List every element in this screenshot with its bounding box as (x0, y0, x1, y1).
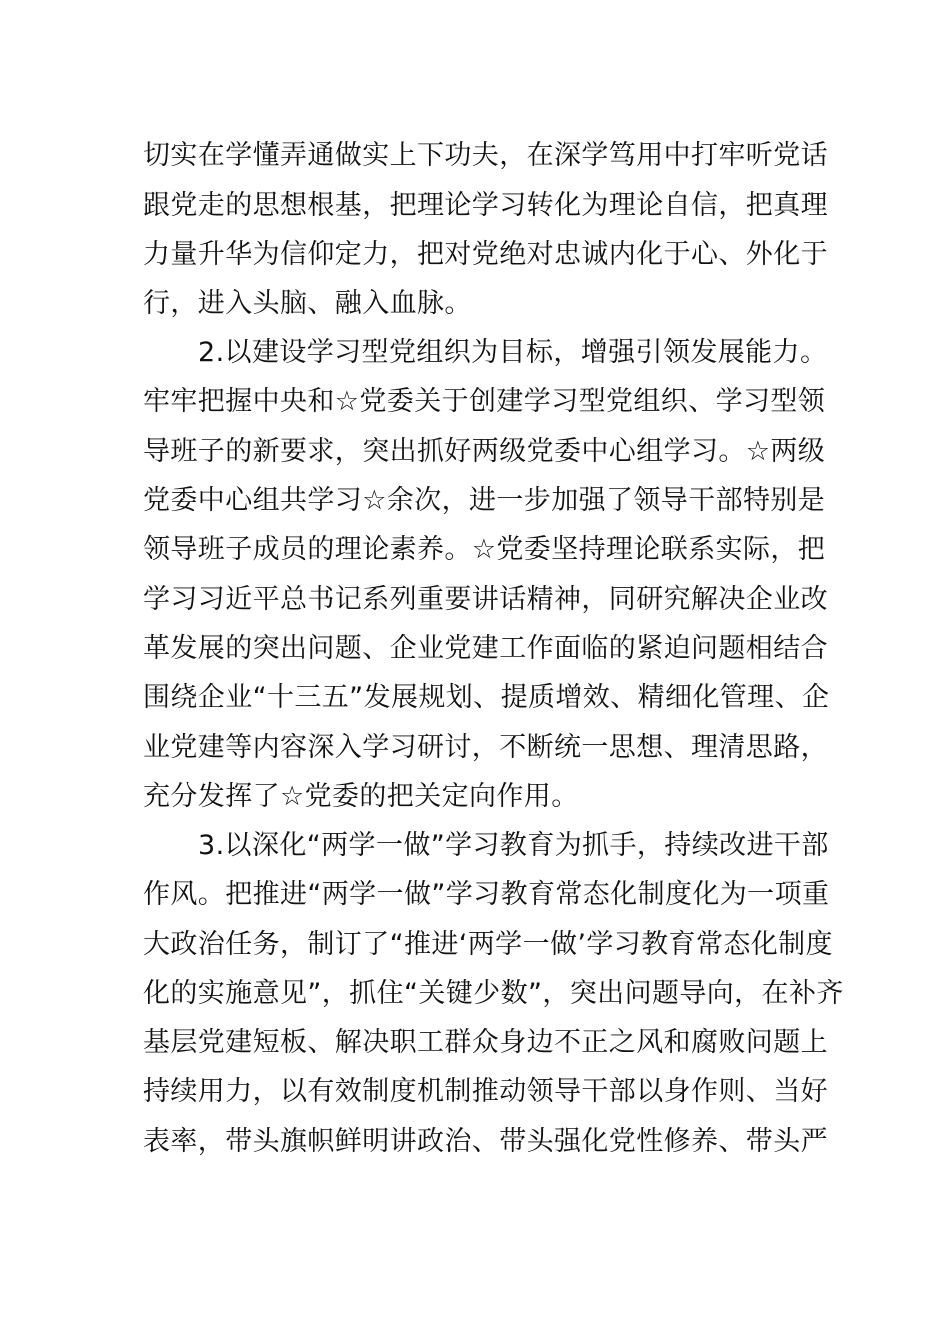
text-line: 作风。把推进“两学一做”学习教育常态化制度化为一项重 (143, 879, 830, 910)
text-line: 领导班子成员的理论素养。☆党委坚持理论联系实际，把 (143, 534, 826, 565)
paragraph-heading: 2.以建设学习型党组织为目标，增强引领发展能力。 (198, 337, 828, 368)
text-line: 充分发挥了☆党委的把关定向作用。 (143, 781, 579, 812)
text-line: 牢牢把握中央和☆党委关于创建学习型党组织、学习型领 (143, 386, 826, 417)
text-line: 行，进入头脑、融入血脉。 (143, 288, 472, 319)
text-line: 力量升华为信仰定力，把对党绝对忠诚内化于心、外化于 (143, 239, 828, 270)
text-line: 大政治任务，制订了“推进‘两学一做’学习教育常态化制度 (143, 929, 833, 960)
text-line: 革发展的突出问题、企业党建工作面临的紧迫问题相结合 (143, 633, 828, 664)
text-line: 学习习近平总书记系列重要讲话精神，同研究解决企业改 (143, 584, 828, 615)
text-line: 化的实施意见”，抓住“关键少数”，突出问题导向，在补齐 (143, 978, 844, 1009)
text-line: 切实在学懂弄通做实上下功夫，在深学笃用中打牢听党话 (143, 140, 828, 171)
text-line: 围绕企业“十三五”发展规划、提质增效、精细化管理、企 (143, 682, 830, 713)
text-line: 表率，带头旗帜鲜明讲政治、带头强化党性修养、带头严 (143, 1126, 828, 1157)
text-line: 党委中心组共学习☆余次，进一步加强了领导干部特别是 (143, 485, 826, 516)
paragraph-heading: 3.以深化“两学一做”学习教育为抓手，持续改进干部 (198, 830, 829, 861)
text-line: 跟党走的思想根基，把理论学习转化为理论自信，把真理 (143, 190, 828, 221)
text-line: 基层党建短板、解决职工群众身边不正之风和腐败问题上 (143, 1027, 828, 1058)
text-line: 持续用力，以有效制度机制推动领导干部以身作则、当好 (143, 1076, 828, 1107)
text-line: 导班子的新要求，突出抓好两级党委中心组学习。☆两级 (143, 436, 826, 467)
text-line: 业党建等内容深入学习研讨，不断统一思想、理清思路， (143, 732, 828, 763)
